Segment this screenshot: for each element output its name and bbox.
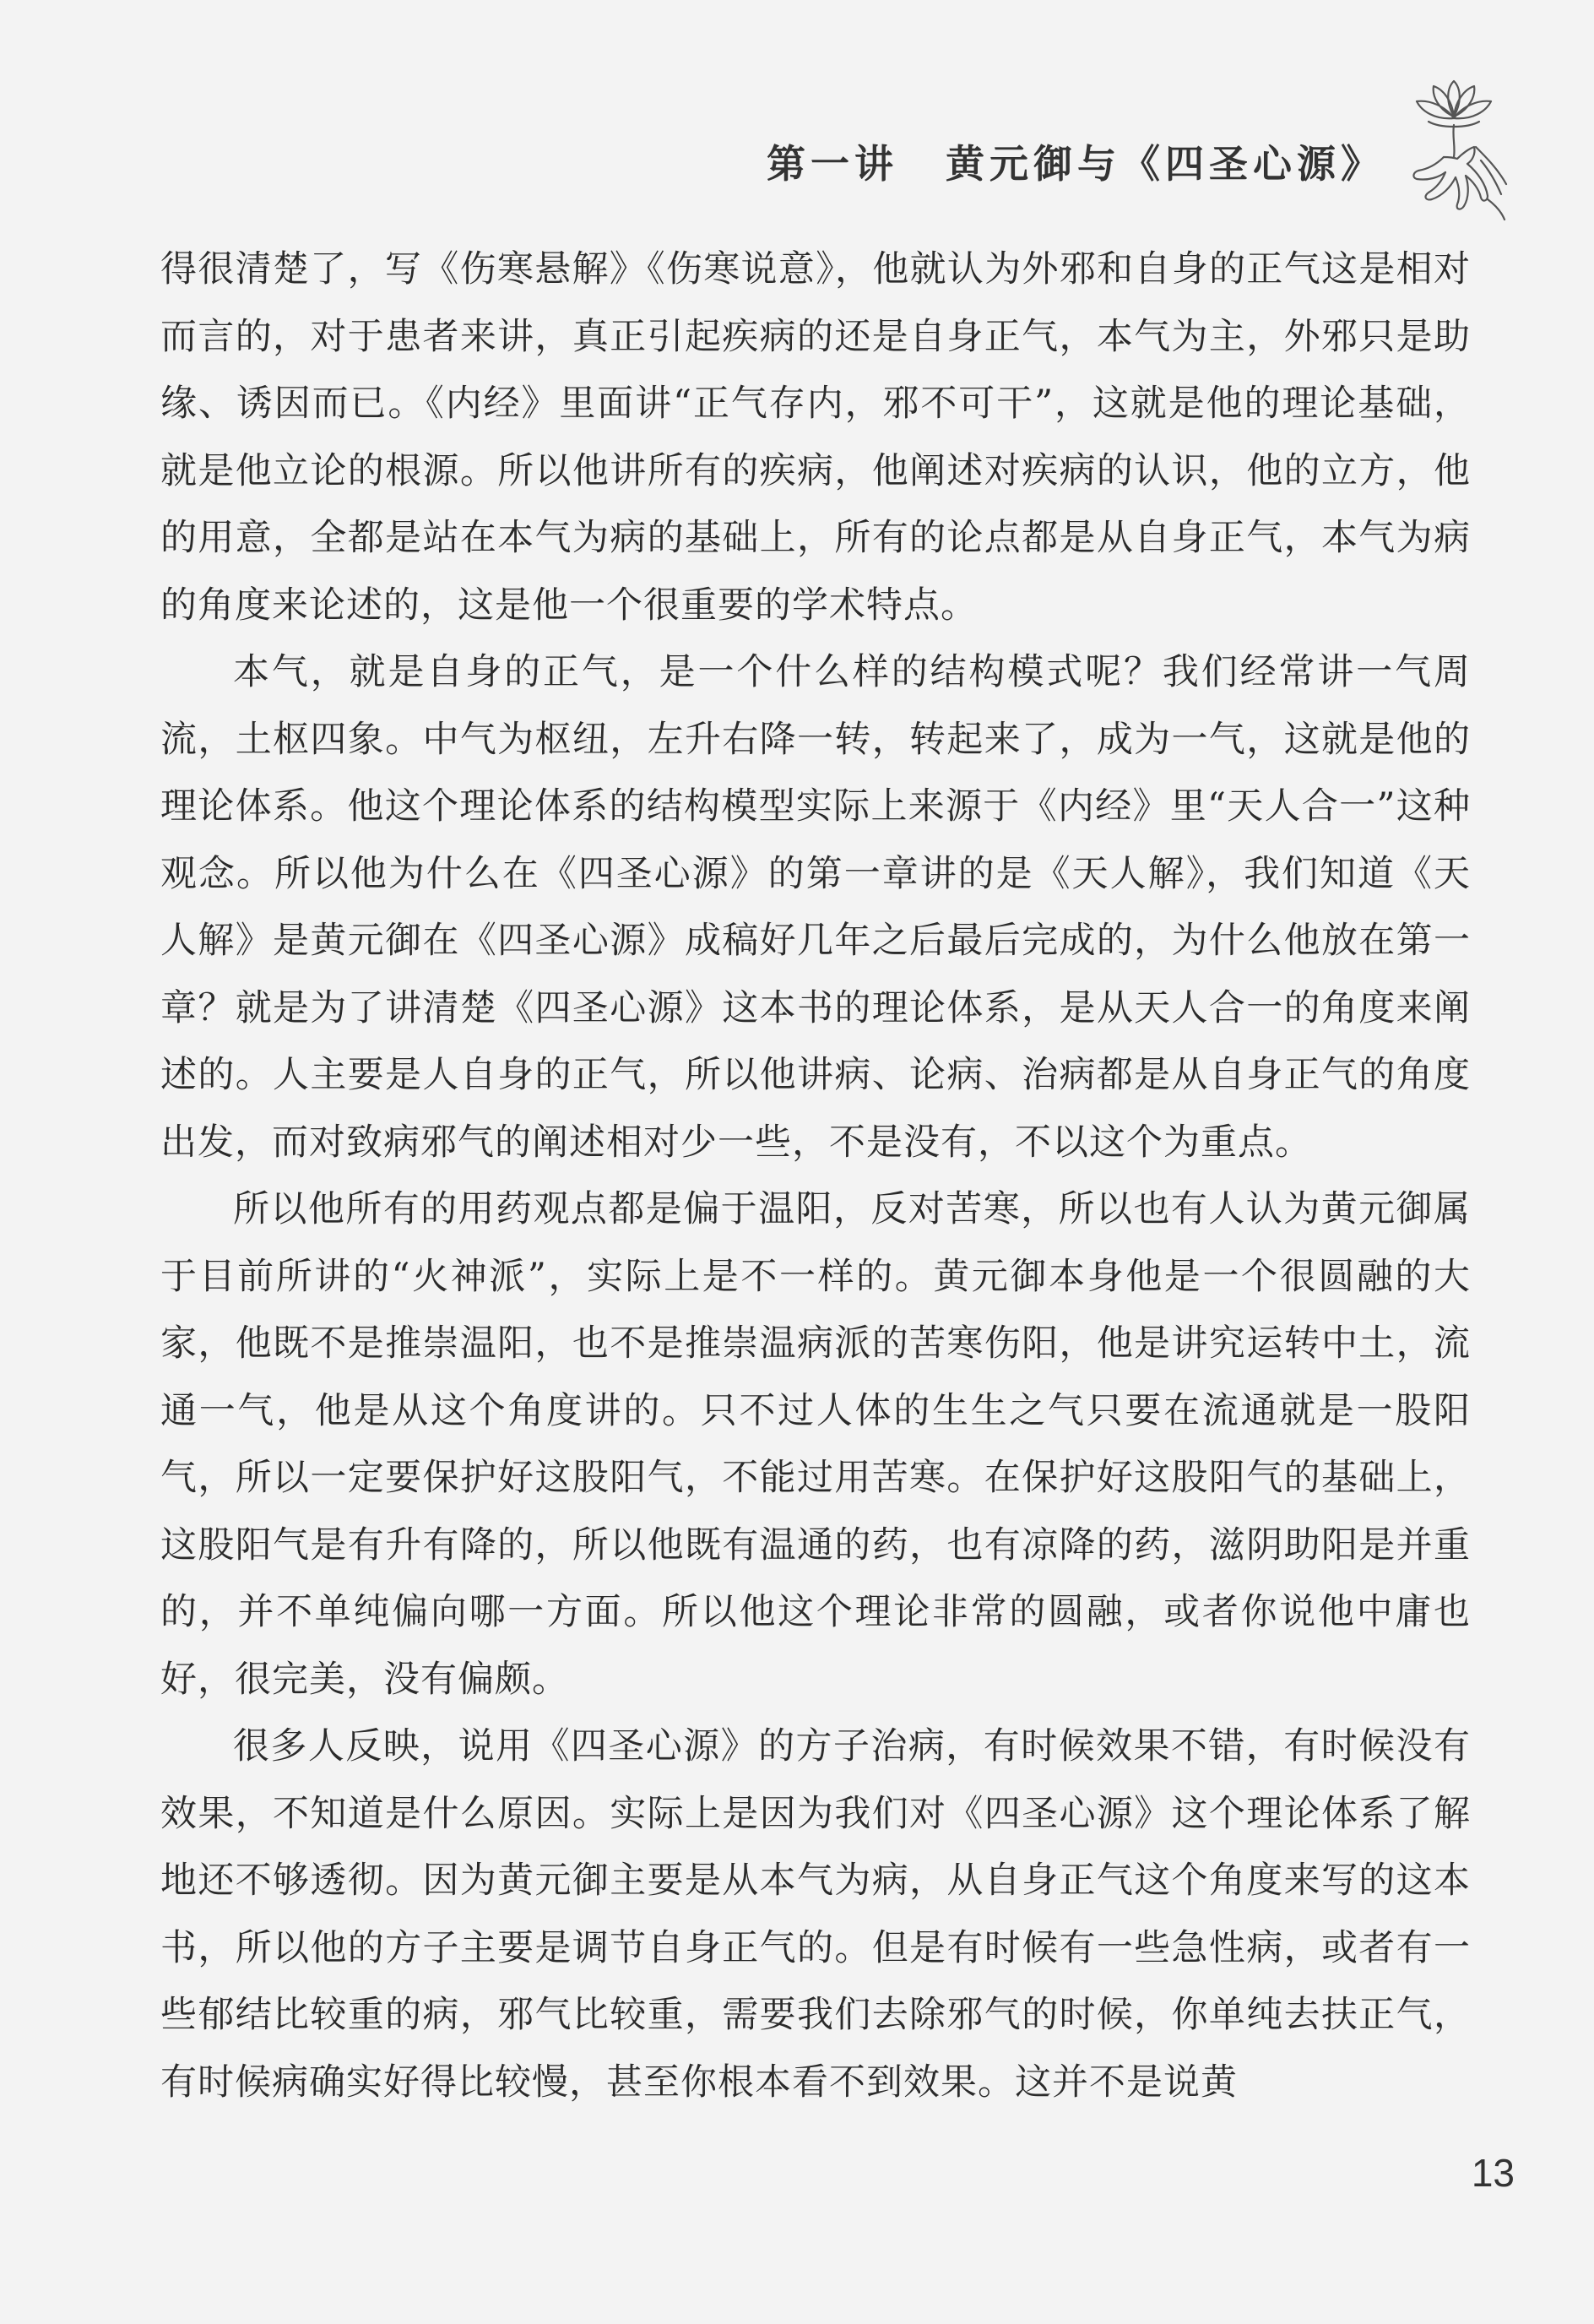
chapter-label: 第一讲 xyxy=(767,141,898,187)
paragraph-4: 很多人反映，说用《四圣心源》的方子治病，有时候效果不错，有时候没有效果，不知道是什么原因。实际上是因为我们对《四圣心源》这个理论体系了解地还不够透彻。因为黄元御主要是从本气为病，从自身正气这个角度来写的这本书，所以他的方子主要是调节自身正气的。但是有时候有一些急性病，或者有一些郁结比较重的病，邪气比较重，需要我们去除邪气的时候，你单纯去扶正气，有时候病确实好得比较慢，甚至你根本看不到效果。这并不是说黄 xyxy=(160,1725,1471,2104)
chapter-title: 黄元御与《四圣心源》 xyxy=(946,141,1385,187)
paragraph-2: 本气，就是自身的正气，是一个什么样的结构模式呢？我们经常讲一气周流，土枢四象。中气为枢纽，左升右降一转，转起来了，成为一气，这就是他的理论体系。他这个理论体系的结构模型实际上来源于《内经》里“天人合一”这种观念。所以他为什么在《四圣心源》的第一章讲的是《天人解》，我们知道《天人解》是黄元御在《四圣心源》成稿好几年之后最后完成的，为什么他放在第一章？就是为了讲清楚《四圣心源》这本书的理论体系，是从天人合一的角度来阐述的。人主要是人自身的正气，所以他讲病、论病、治病都是从自身正气的角度出发，而对致病邪气的阐述相对少一些，不是没有，不以这个为重点。 xyxy=(160,651,1471,1164)
paragraph-3: 所以他所有的用药观点都是偏于温阳，反对苦寒，所以也有人认为黄元御属于目前所讲的“火神派”，实际上是不一样的。黄元御本身他是一个很圆融的大家，他既不是推崇温阳，也不是推崇温病派的苦寒伤阳，他是讲究运转中土，流通一气，他是从这个角度讲的。只不过人体的生生之气只要在流通就是一股阳气，所以一定要保护好这股阳气，不能过用苦寒。在保护好这股阳气的基础上，这股阳气是有升有降的，所以他既有温通的药，也有凉降的药，滋阴助阳是并重的，并不单纯偏向哪一方面。所以他这个理论非常的圆融，或者你说他中庸也好，很完美，没有偏颇。 xyxy=(160,1188,1471,1701)
body-text xyxy=(160,236,1471,2116)
paragraph-1: 得很清楚了，写《伤寒悬解》《伤寒说意》，他就认为外邪和自身的正气这是相对而言的，对于患者来讲，真正引起疾病的还是自身正气，本气为主，外邪只是助缘、诱因而已。《内经》里面讲“正气存内，邪不可干”，这就是他的理论基础，就是他立论的根源。所以他讲所有的疾病，他阐述对疾病的认识，他的立方，他的用意，全都是站在本气为病的基础上，所有的论点都是从自身正气，本气为病的角度来论述的，这是他一个很重要的学术特点。 xyxy=(160,248,1471,627)
page-number: 13 xyxy=(1471,2151,1515,2195)
running-header xyxy=(767,133,1385,189)
lotus-hand-icon xyxy=(1395,76,1513,224)
